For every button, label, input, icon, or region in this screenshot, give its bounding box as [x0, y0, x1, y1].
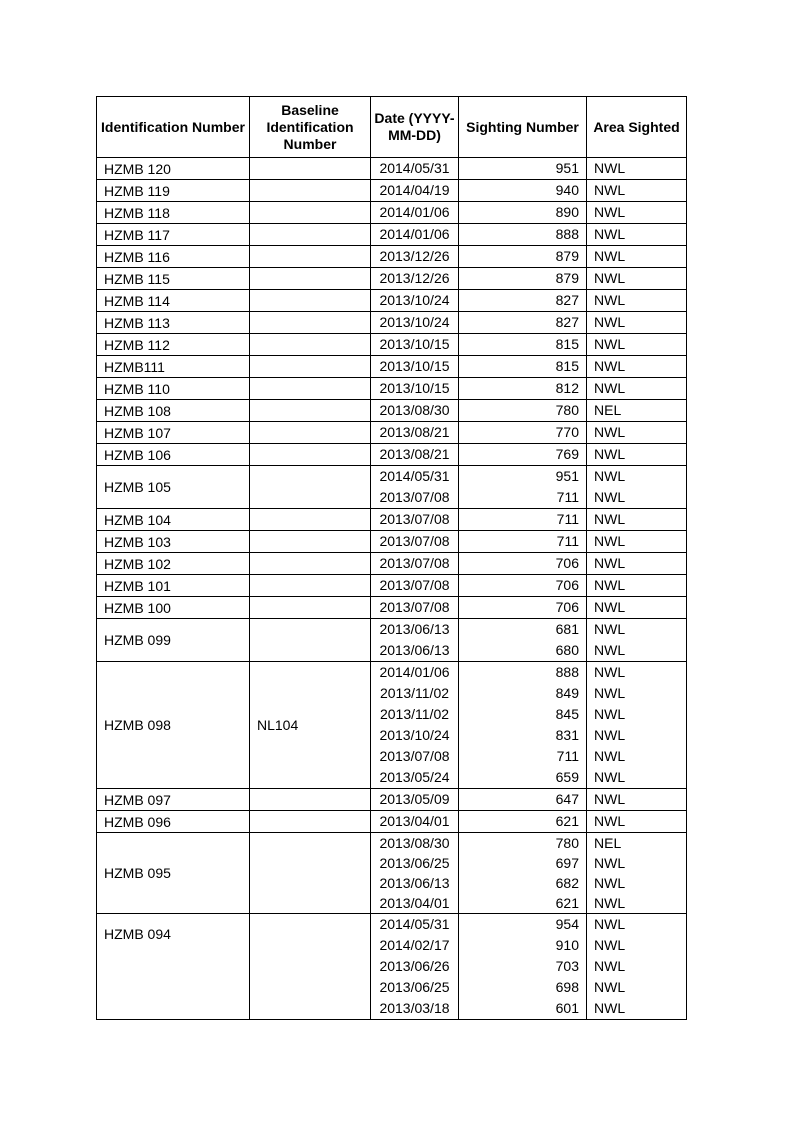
area-sighted-cell: [587, 444, 687, 466]
table-row: [97, 334, 687, 356]
sighting-number-cell-value: 621: [555, 895, 579, 911]
date-cell-value: 2013/06/26: [379, 958, 450, 974]
table-row: [97, 224, 687, 246]
area-sighted-cell-value: NWL: [594, 468, 626, 484]
sighting-number-cell-value: 831: [555, 727, 579, 743]
sighting-number-cell-value: 845: [555, 706, 579, 722]
area-sighted-cell-value: NWL: [594, 577, 626, 593]
area-sighted-cell: [587, 789, 687, 811]
table-row: [97, 444, 687, 466]
sighting-number-cell-value: 815: [555, 358, 579, 374]
baseline-identification-cell: [250, 422, 371, 444]
date-cell: [371, 180, 459, 202]
date-cell: [371, 662, 459, 789]
date-cell: [371, 531, 459, 553]
table-row: [97, 509, 687, 531]
area-sighted-cell: [587, 531, 687, 553]
table-body: [97, 158, 687, 1020]
baseline-identification-cell: [250, 334, 371, 356]
date-cell: [371, 290, 459, 312]
area-sighted-cell-value: NWL: [594, 813, 626, 829]
table-row: [97, 662, 687, 789]
date-cell-value: 2013/08/21: [379, 446, 450, 462]
sighting-number-cell-value: 815: [555, 336, 579, 352]
baseline-identification-cell: [250, 400, 371, 422]
table-row: [97, 466, 687, 509]
baseline-identification-cell: [250, 312, 371, 334]
date-cell: [371, 158, 459, 180]
area-sighted-cell: [587, 246, 687, 268]
date-cell-value: 2014/01/06: [379, 204, 450, 220]
sighting-number-cell: [459, 619, 587, 662]
baseline-identification-cell: [250, 246, 371, 268]
baseline-identification-cell: [250, 619, 371, 662]
table-row: [97, 158, 687, 180]
baseline-identification-cell: NL104: [250, 662, 371, 789]
area-sighted-cell-value: NWL: [594, 642, 626, 658]
area-sighted-cell-value: NWL: [594, 599, 626, 615]
sighting-number-cell-value: 698: [555, 979, 579, 995]
date-cell: [371, 312, 459, 334]
date-cell: [371, 619, 459, 662]
area-sighted-cell: [587, 312, 687, 334]
date-cell-value: 2013/10/15: [379, 336, 450, 352]
area-sighted-cell: [587, 290, 687, 312]
date-cell: [371, 509, 459, 531]
sighting-number-cell-value: 711: [556, 748, 579, 764]
header-baseline-identification-number: Baseline Identification Number: [250, 97, 371, 158]
area-sighted-cell: [587, 466, 687, 509]
identification-number-cell: HZMB 103: [97, 531, 250, 553]
sighting-number-cell: [459, 202, 587, 224]
date-cell-value: 2013/12/26: [379, 248, 450, 264]
date-cell: [371, 400, 459, 422]
baseline-identification-cell: [250, 466, 371, 509]
date-cell: [371, 422, 459, 444]
sighting-number-cell-value: 601: [555, 1000, 579, 1016]
baseline-identification-cell: [250, 224, 371, 246]
area-sighted-cell-value: NWL: [594, 204, 626, 220]
area-sighted-cell-value: NWL: [594, 621, 626, 637]
sighting-number-cell-value: 827: [555, 292, 579, 308]
baseline-identification-cell: [250, 914, 371, 1020]
date-cell-value: 2013/03/18: [379, 1000, 450, 1016]
sighting-number-cell-value: 711: [556, 533, 579, 549]
area-sighted-cell: [587, 509, 687, 531]
sighting-number-cell-value: 940: [555, 182, 579, 198]
area-sighted-cell-value: NWL: [594, 358, 626, 374]
date-cell-value: 2013/10/24: [379, 314, 450, 330]
sighting-number-cell: [459, 833, 587, 914]
sighting-number-cell: [459, 356, 587, 378]
area-sighted-cell: [587, 422, 687, 444]
identification-number-cell: HZMB 094: [97, 914, 250, 1020]
identification-number-cell: HZMB 104: [97, 509, 250, 531]
date-cell-value: 2013/07/08: [379, 555, 450, 571]
sighting-number-cell: [459, 290, 587, 312]
area-sighted-cell: [587, 575, 687, 597]
area-sighted-cell: [587, 662, 687, 789]
baseline-identification-cell: [250, 597, 371, 619]
date-cell: [371, 597, 459, 619]
date-cell-value: 2013/04/01: [379, 895, 450, 911]
baseline-identification-cell: [250, 553, 371, 575]
sighting-number-cell-value: 659: [555, 769, 579, 785]
date-cell-value: 2013/06/13: [379, 621, 450, 637]
baseline-identification-cell: [250, 268, 371, 290]
baseline-identification-cell: [250, 811, 371, 833]
area-sighted-cell-value: NWL: [594, 895, 626, 911]
date-cell-value: 2014/01/06: [379, 664, 450, 680]
area-sighted-cell-value: NWL: [594, 1000, 626, 1016]
date-cell: [371, 224, 459, 246]
sighting-number-cell: [459, 400, 587, 422]
identification-number-cell: HZMB 106: [97, 444, 250, 466]
identification-number-cell: HZMB 102: [97, 553, 250, 575]
sightings-table: [96, 96, 687, 1020]
date-cell-value: 2013/06/13: [379, 642, 450, 658]
area-sighted-cell-value: NWL: [594, 424, 626, 440]
sighting-number-cell-value: 827: [555, 314, 579, 330]
area-sighted-cell-value: NWL: [594, 791, 626, 807]
sighting-number-cell: [459, 553, 587, 575]
area-sighted-cell: [587, 914, 687, 1020]
date-cell: [371, 466, 459, 509]
date-cell-value: 2013/05/09: [379, 791, 450, 807]
date-cell-value: 2013/05/24: [379, 769, 450, 785]
sighting-number-cell: [459, 789, 587, 811]
header-identification-number: Identification Number: [97, 97, 250, 158]
area-sighted-cell: [587, 400, 687, 422]
date-cell-value: 2013/07/08: [379, 533, 450, 549]
date-cell-value: 2013/11/02: [379, 685, 450, 701]
area-sighted-cell-value: NWL: [594, 314, 626, 330]
identification-number-cell: HZMB 099: [97, 619, 250, 662]
date-cell-value: 2013/10/24: [379, 727, 450, 743]
date-cell: [371, 268, 459, 290]
date-cell-value: 2013/08/30: [379, 402, 450, 418]
area-sighted-cell-value: NWL: [594, 958, 626, 974]
date-cell-value: 2013/06/25: [379, 979, 450, 995]
area-sighted-cell-value: NWL: [594, 533, 626, 549]
table-row: [97, 356, 687, 378]
area-sighted-cell-value: NWL: [594, 489, 626, 505]
date-cell-value: 2013/10/24: [379, 292, 450, 308]
table-row: [97, 422, 687, 444]
table-row: [97, 619, 687, 662]
date-cell-value: 2013/12/26: [379, 270, 450, 286]
date-cell-value: 2013/04/01: [379, 813, 450, 829]
sighting-number-cell-value: 621: [555, 813, 579, 829]
area-sighted-cell: [587, 597, 687, 619]
sighting-number-cell: [459, 312, 587, 334]
sighting-number-cell-value: 780: [555, 402, 579, 418]
area-sighted-cell: [587, 158, 687, 180]
sighting-number-cell-value: 954: [555, 916, 579, 932]
sighting-number-cell-value: 680: [555, 642, 579, 658]
header-sighting-number: Sighting Number: [459, 97, 587, 158]
identification-number-cell: HZMB 096: [97, 811, 250, 833]
identification-number-cell: HZMB 117: [97, 224, 250, 246]
header-area-sighted: Area Sighted: [587, 97, 687, 158]
date-cell-value: 2013/06/13: [379, 875, 450, 891]
area-sighted-cell: [587, 378, 687, 400]
sighting-number-cell: [459, 509, 587, 531]
date-cell: [371, 811, 459, 833]
sighting-number-cell-value: 697: [555, 855, 579, 871]
table-row: [97, 811, 687, 833]
area-sighted-cell-value: NWL: [594, 380, 626, 396]
sighting-number-cell: [459, 914, 587, 1020]
identification-number-cell: HZMB 095: [97, 833, 250, 914]
sighting-number-cell-value: 647: [555, 791, 579, 807]
identification-number-cell: HZMB 108: [97, 400, 250, 422]
area-sighted-cell: [587, 224, 687, 246]
table-row: [97, 180, 687, 202]
area-sighted-cell-value: NWL: [594, 769, 626, 785]
date-cell-value: 2013/07/08: [379, 599, 450, 615]
area-sighted-cell-value: NWL: [594, 446, 626, 462]
area-sighted-cell-value: NWL: [594, 248, 626, 264]
area-sighted-cell: [587, 553, 687, 575]
identification-number-cell: HZMB 113: [97, 312, 250, 334]
table-row: [97, 914, 687, 1020]
sighting-number-cell: [459, 444, 587, 466]
sighting-number-cell: [459, 575, 587, 597]
date-cell: [371, 789, 459, 811]
identification-number-cell: HZMB 098: [97, 662, 250, 789]
date-cell-value: 2013/08/21: [379, 424, 450, 440]
sighting-number-cell-value: 890: [555, 204, 579, 220]
identification-number-cell: HZMB 115: [97, 268, 250, 290]
date-cell: [371, 246, 459, 268]
table-row: [97, 378, 687, 400]
date-cell-value: 2013/06/25: [379, 855, 450, 871]
date-cell-value: 2013/10/15: [379, 380, 450, 396]
sighting-number-cell: [459, 158, 587, 180]
sighting-number-cell-value: 770: [555, 424, 579, 440]
sighting-number-cell: [459, 180, 587, 202]
area-sighted-cell-value: NEL: [594, 835, 622, 851]
identification-number-cell: HZMB 112: [97, 334, 250, 356]
sighting-number-cell-value: 888: [555, 226, 579, 242]
table-row: [97, 553, 687, 575]
identification-number-cell: HZMB 097: [97, 789, 250, 811]
sighting-number-cell-value: 849: [555, 685, 579, 701]
sighting-number-cell-value: 951: [555, 468, 579, 484]
date-cell: [371, 914, 459, 1020]
sighting-number-cell-value: 951: [555, 160, 579, 176]
identification-number-cell: HZMB 101: [97, 575, 250, 597]
identification-number-cell: HZMB 114: [97, 290, 250, 312]
area-sighted-cell-value: NWL: [594, 916, 626, 932]
area-sighted-cell-value: NWL: [594, 664, 626, 680]
table-row: [97, 400, 687, 422]
identification-number-cell: HZMB 107: [97, 422, 250, 444]
date-cell-value: 2014/05/31: [379, 916, 450, 932]
table-row: [97, 833, 687, 914]
identification-number-cell: HZMB 100: [97, 597, 250, 619]
area-sighted-cell-value: NWL: [594, 727, 626, 743]
baseline-identification-cell: [250, 356, 371, 378]
area-sighted-cell-value: NWL: [594, 706, 626, 722]
sighting-number-cell-value: 706: [555, 599, 579, 615]
table-row: [97, 789, 687, 811]
area-sighted-cell: [587, 202, 687, 224]
identification-number-cell: HZMB 110: [97, 378, 250, 400]
area-sighted-cell: [587, 180, 687, 202]
sighting-number-cell-value: 910: [555, 937, 579, 953]
baseline-identification-cell: [250, 833, 371, 914]
date-cell-value: 2014/05/31: [379, 468, 450, 484]
table-row: [97, 597, 687, 619]
sighting-number-cell: [459, 662, 587, 789]
date-cell: [371, 833, 459, 914]
sighting-number-cell-value: 681: [555, 621, 579, 637]
sighting-number-cell: [459, 597, 587, 619]
area-sighted-cell-value: NWL: [594, 292, 626, 308]
sighting-number-cell-value: 879: [555, 270, 579, 286]
baseline-identification-cell: [250, 202, 371, 224]
sighting-number-cell: [459, 531, 587, 553]
sighting-number-cell-value: 706: [555, 577, 579, 593]
table-row: [97, 202, 687, 224]
sighting-number-cell: [459, 268, 587, 290]
table-row: [97, 246, 687, 268]
date-cell: [371, 334, 459, 356]
baseline-identification-cell: [250, 158, 371, 180]
date-cell: [371, 444, 459, 466]
sighting-number-cell-value: 780: [555, 835, 579, 851]
date-cell-value: 2014/01/06: [379, 226, 450, 242]
date-cell-value: 2014/05/31: [379, 160, 450, 176]
area-sighted-cell-value: NWL: [594, 511, 626, 527]
area-sighted-cell-value: NWL: [594, 855, 626, 871]
sighting-number-cell: [459, 466, 587, 509]
date-cell: [371, 575, 459, 597]
date-cell-value: 2013/07/08: [379, 577, 450, 593]
sighting-number-cell-value: 711: [556, 489, 579, 505]
sighting-number-cell: [459, 811, 587, 833]
date-cell-value: 2014/02/17: [379, 937, 450, 953]
area-sighted-cell: [587, 334, 687, 356]
sighting-number-cell-value: 711: [556, 511, 579, 527]
baseline-identification-cell: [250, 378, 371, 400]
identification-number-cell: HZMB 105: [97, 466, 250, 509]
table-row: [97, 268, 687, 290]
sighting-number-cell-value: 682: [555, 875, 579, 891]
date-cell-value: 2014/04/19: [379, 182, 450, 198]
sighting-number-cell: [459, 246, 587, 268]
area-sighted-cell-value: NWL: [594, 160, 626, 176]
date-cell: [371, 553, 459, 575]
area-sighted-cell: [587, 268, 687, 290]
table-row: [97, 531, 687, 553]
identification-number-cell: HZMB 119: [97, 180, 250, 202]
area-sighted-cell-value: NWL: [594, 555, 626, 571]
sighting-number-cell: [459, 224, 587, 246]
date-cell-value: 2013/07/08: [379, 511, 450, 527]
area-sighted-cell: [587, 356, 687, 378]
sighting-number-cell-value: 769: [555, 446, 579, 462]
area-sighted-cell-value: NWL: [594, 748, 626, 764]
area-sighted-cell-value: NWL: [594, 270, 626, 286]
sighting-number-cell: [459, 422, 587, 444]
area-sighted-cell-value: NWL: [594, 875, 626, 891]
sighting-number-cell-value: 706: [555, 555, 579, 571]
identification-number-cell: HZMB 118: [97, 202, 250, 224]
area-sighted-cell-value: NWL: [594, 937, 626, 953]
date-cell-value: 2013/11/02: [379, 706, 450, 722]
baseline-identification-cell: [250, 444, 371, 466]
sighting-number-cell-value: 703: [555, 958, 579, 974]
sighting-number-cell-value: 879: [555, 248, 579, 264]
date-cell-value: 2013/07/08: [379, 748, 450, 764]
baseline-identification-cell: [250, 180, 371, 202]
date-cell-value: 2013/10/15: [379, 358, 450, 374]
area-sighted-cell-value: NWL: [594, 685, 626, 701]
area-sighted-cell: [587, 619, 687, 662]
identification-number-cell: HZMB 120: [97, 158, 250, 180]
date-cell: [371, 202, 459, 224]
date-cell: [371, 356, 459, 378]
header-date: Date (YYYY-MM-DD): [371, 97, 459, 158]
date-cell-value: 2013/08/30: [379, 835, 450, 851]
sighting-number-cell: [459, 334, 587, 356]
table-row: [97, 312, 687, 334]
area-sighted-cell-value: NWL: [594, 226, 626, 242]
header-row: [97, 97, 687, 158]
area-sighted-cell-value: NWL: [594, 182, 626, 198]
identification-number-cell: HZMB111: [97, 356, 250, 378]
baseline-identification-cell: [250, 575, 371, 597]
area-sighted-cell: [587, 833, 687, 914]
baseline-identification-cell: [250, 509, 371, 531]
sighting-number-cell-value: 888: [555, 664, 579, 680]
identification-number-cell: HZMB 116: [97, 246, 250, 268]
sighting-number-cell-value: 812: [555, 380, 579, 396]
area-sighted-cell-value: NEL: [594, 402, 622, 418]
date-cell-value: 2013/07/08: [379, 489, 450, 505]
area-sighted-cell-value: NWL: [594, 336, 626, 352]
date-cell: [371, 378, 459, 400]
baseline-identification-cell: [250, 531, 371, 553]
baseline-identification-cell: [250, 789, 371, 811]
table-row: [97, 575, 687, 597]
table-row: [97, 290, 687, 312]
area-sighted-cell-value: NWL: [594, 979, 626, 995]
area-sighted-cell: [587, 811, 687, 833]
sighting-number-cell: [459, 378, 587, 400]
baseline-identification-cell: [250, 290, 371, 312]
